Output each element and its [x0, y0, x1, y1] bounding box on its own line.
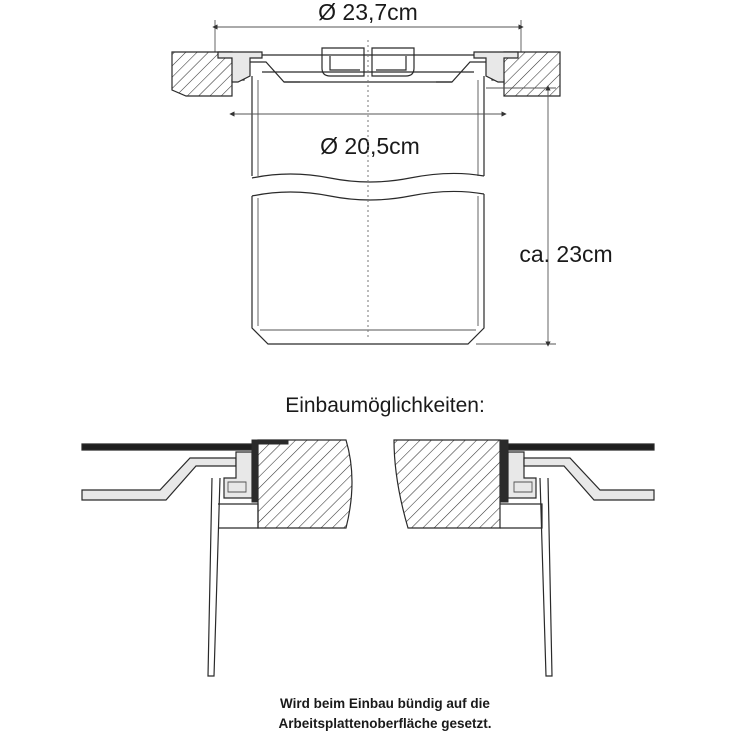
installation-note-line-1: Wird beim Einbau bündig auf die	[280, 696, 490, 711]
outer-diameter-label: Ø 23,7cm	[318, 0, 418, 25]
flush-trim-left	[82, 444, 254, 450]
top-section-view	[172, 0, 613, 344]
depth-dimension	[476, 88, 613, 344]
installation-note-line-2: Arbeitsplattenoberfläche gesetzt.	[278, 716, 492, 731]
lid-slope-left	[82, 458, 236, 500]
countertop-block-left	[258, 440, 352, 528]
installation-options-heading: Einbaumöglichkeiten:	[285, 394, 485, 417]
outer-diameter-dimension	[215, 0, 521, 52]
lid-slope-right	[524, 458, 654, 500]
seal-strip-right	[500, 440, 508, 502]
installation-detail-left	[82, 440, 352, 676]
countertop-block-right	[394, 440, 500, 528]
bin-wall-left	[208, 478, 220, 676]
installation-detail-right	[394, 440, 654, 676]
inner-diameter-label: Ø 20,5cm	[320, 133, 420, 159]
depth-label: ca. 23cm	[519, 241, 613, 267]
